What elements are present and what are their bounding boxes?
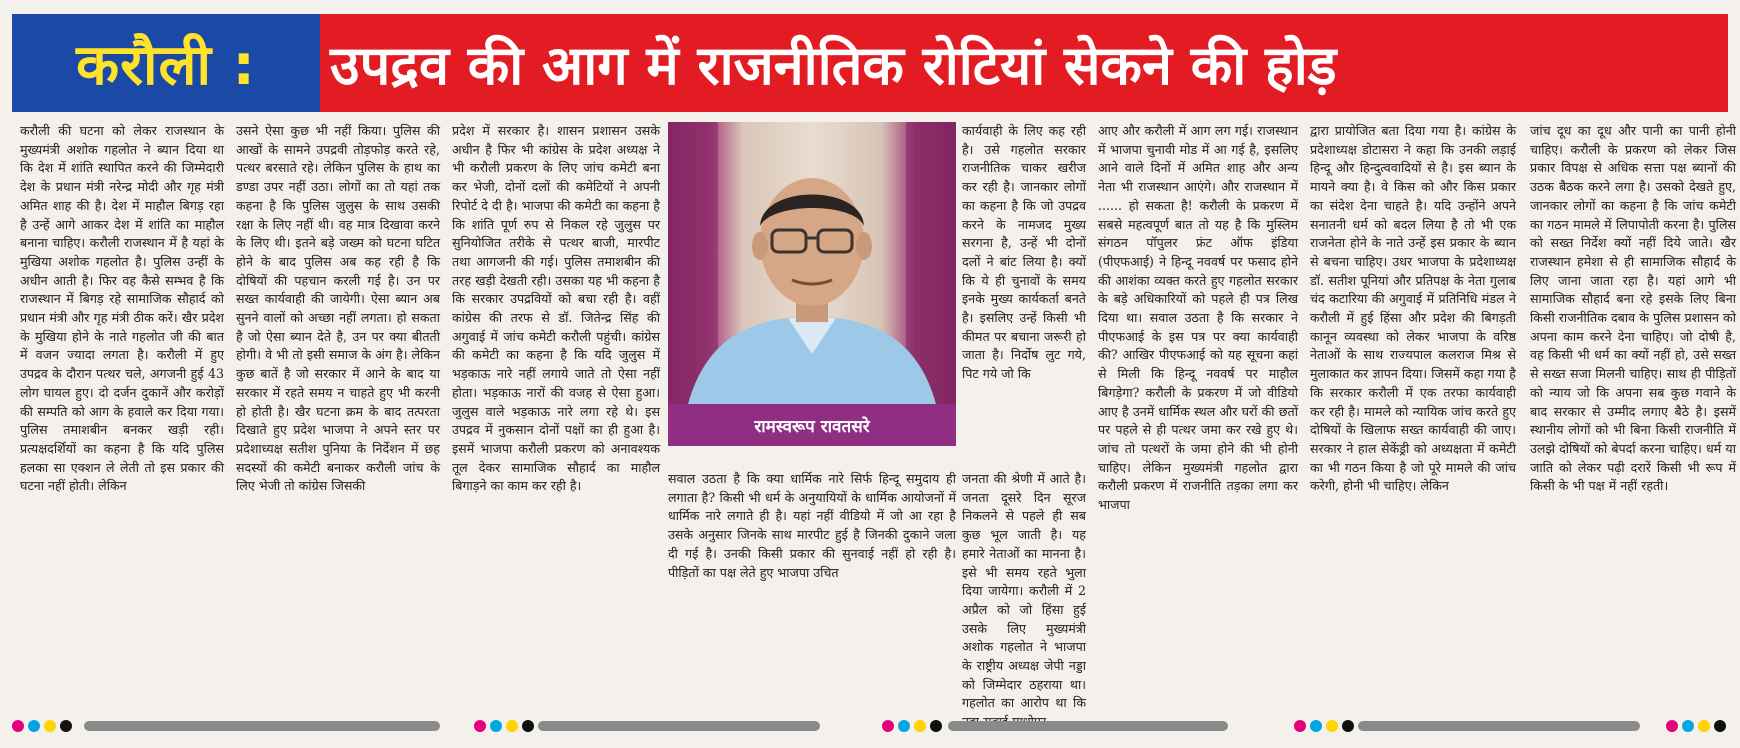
registration-bar [1358,721,1640,731]
registration-dot [1342,720,1354,732]
registration-dot [44,720,56,732]
author-byline: रामस्वरूप रावतसरे [668,404,956,446]
article-column-3 [452,122,660,706]
article-column-1 [20,122,224,706]
registration-dot [1714,720,1726,732]
article-text: जनता की श्रेणी में आते है। जनता दूसरे दिन सूरज निकलने से पहले ही सब कुछ भूल जाती है। यह हमारे नेताओं का मानना है। इसे भी समय रहते भुला दिया जायेगा। करौली में 2 अप्रैल को जो हिंसा हुई उसके लिए मुख्यमंत्री अशोक गहलोत ने भाजपा के राष्ट्रीय अध्यक्ष जेपी नड्डा को जिम्मेदार ठहराया था। गहलोत का आरोप था कि [962,471,1086,711]
article-column-6 [1098,122,1298,706]
author-photo [668,122,956,404]
headline-title: उपद्रव की आग में राजनीतिक रोटियां सेकने की होड़ [330,34,1337,97]
registration-dot [914,720,926,732]
article-text: उसने ऐसा कुछ भी नहीं किया। पुलिस की आखों के सामने उपद्रवी तोड़फोड़ करते रहे, पत्थर बरसाते रहे। लेकिन पुलिस के हाथ का डण्डा उपर नहीं उठा। लोगों का तो यहां तक कहना है कि पुलिस जुलुस के साथ उसकी रक्षा के लिए नहीं थी। वह मात्र दिखावा करने के लिए थी। इतने बड़े जख्म को घटना घटित होने के बाद पुलिस अब कह रही है कि दोषियों की पहचान करली गई है। उन पर सख्त कार्यवाही की जायेगी। ऐसा ब्यान अब सुनने वालों को अच्छा नहीं लगता। हो सकता है जो ऐसा ब्यान देते है, उन पर क्या बीतती होगी। वे भी तो इसी समाज के अंग है। लेकिन कुछ बातें है जो सरकार में आने के बाद या सरकार में रहते समय न चाहते हुए भी करनी हो होती है। खैर घटना क्रम के बाद तत्परता दिखाते हुए प्रदेश भाजपा ने अपने स्तर पर प्रदेशाध्यक्ष सतीश पुनिया के निर्देशन में छह सदस्यों की कमेटी बनाकर करौली जांच के लिए भेजी तो कांग्रेस जिसकी [236,123,440,494]
headline-title-banner [320,14,1728,112]
registration-dot [882,720,894,732]
registration-dot [930,720,942,732]
article-text: प्रदेश में सरकार है। शासन प्रशासन उसके अधीन है फिर भी कांग्रेस के प्रदेश अध्यक्ष ने भी करौली प्रकरण के लिए जांच कमेटी बना कर भेजी, दोनों दलों की कमेटियों ने अपनी रिपोर्ट दे दी है। भाजपा की कमेटी का कहना है कि शांति पूर्ण रुप से निकल रहे जुलुस पर सुनियोजित तरीके से पत्थर बाजी, मारपीट तथा आगजनी की गई। पुलिस तमाशबीन की तरह खड़ी देखती रही। उसका यह भी कहना है कि सरकार उपद्रवियों को बचा रही है। वहीं कांग्रेस की तरफ से डॉ. जितेन्द्र सिंह की अगुवाई में जांच कमेटी करौली पहुंची। कांग्रेस की कमेटी का कहना है कि यदि जुलुस में भड़काऊ नारे नहीं लगाये जाते तो ऐसा नहीं होता। भड़काऊ नारों की वजह से ऐसा हुआ। जुलुस वाले भड़काऊ नारे लगा रहे थे। इस उपद्रव में नुकसान दोनों पक्षों का ही हुआ है। इसमें भाजपा करौली प्रकरण को अनावश्यक तूल देकर सामाजिक सौहार्द का माहौल बिगाड़ने का काम कर रही है। [452,123,660,494]
registration-dot [1310,720,1322,732]
registration-dot [1698,720,1710,732]
article-text: आए और करौली में आग लग गई। राजस्थान में भाजपा चुनावी मोड में आ गई है, इसलिए आने वाले दिनों में अमित शाह और अन्य नेता भी राजस्थान आएंगे। और राजस्थान में ...... हो सकता है! करौली के प्रकरण में सबसे महत्वपूर्ण बात तो यह है कि मुस्लिम संगठन पॉपुलर फ्रंट ऑफ इंडिया (पीएफआई) ने हिन्दू नववर्ष पर फसाद होने की आशंका व्यक्त करते हुए गहलोत सरकार के बड़े अधिकारियों को पहले ही पत्र लिख दिया था। सवाल उठता है कि सरकार ने पीएफआई के इस पत्र पर क्या कार्यवाही की? आखिर पीएफआई को यह सूचना कहां से मिली कि हिन्दू नववर्ष पर माहौल बिगड़ेगा? करौली के प्रकरण में जो वीडियो आए है उनमें धार्मिक स्थल और घरों की छतों पर पहले से ही पत्थर जमा कर रखे हुए थे। जांच तो पत्थरों के जमा होने की भी होनी चाहिए। लेकिन मुख्यमंत्री गहलोत द्वारा करौली प्रकरण में राजनीति तड़का लगा कर भाजपा [1098,123,1298,513]
registration-dot [490,720,502,732]
registration-dot [1666,720,1678,732]
registration-bar [538,721,820,731]
article-column-5 [962,122,1086,466]
article-column-2 [236,122,440,706]
article-text: सवाल उठता है कि क्या धार्मिक नारे सिर्फ हिन्दू समुदाय ही लगाता है? किसी भी धर्म के अनुयायियों के धार्मिक आयोजनों में धार्मिक नारे लगाते ही है। यहां नहीं वीडियो में जो आ रहा है उसके अनुसार जिनके साथ मारपीट हुई है जिनकी दुकाने जला दी गई है। उनकी किसी प्रकार की सुनवाई नहीं हो रही है। पीड़ितों का पक्ष लेते हुए भाजपा उचित [668,471,956,580]
article-column-8 [1530,122,1736,706]
headline-place-banner [12,14,320,112]
footer-color-strip [0,718,1740,734]
registration-dot [522,720,534,732]
registration-dot [60,720,72,732]
registration-dot [1326,720,1338,732]
article-text: करौली की घटना को लेकर राजस्थान के मुख्यमंत्री अशोक गहलोत ने ब्यान दिया था कि देश में शांति स्थापित करने की जिम्मेदारी देश के प्रधान मंत्री नरेन्द्र मोदी और गृह मंत्री अमित शाह की है। देश में माहौल बिगड़ रहा है उन्हें आगे आकर देश में शांति का माहौल बनाना चाहिए। करौली राजस्थान में है यहां के मुखिया अशोक गहलोत है। पुलिस उन्हीं के अधीन आती है। फिर वह कैसे सम्भव है कि राजस्थान में बिगड़ रहे सामाजिक सौहार्द को प्रधान मंत्री और गृह मंत्री ठीक करें। खैर प्रदेश के मुखिया होने के नाते गहलोत जी की बात में वजन ज्यादा लगता है। करौली में हुए उपद्रव के दौरान पत्थर चले, अगजनी हुई 43 लोग घायल हुए। दो दर्जन दुकानें और करोड़ों की सम्पति को आग के हवाले कर दिया गया। पुलिस तमाशबीन बनकर खड़ी रही। प्रत्यक्षदर्शियों का कहना है कि यदि पुलिस हलका सा एक्शन ले लेती तो इस प्रकार की घटना नहीं होती। लेकिन [20,123,224,494]
registration-bar [948,721,1228,731]
article-column-4 [668,470,956,706]
registration-dot [474,720,486,732]
article-text: जांच दूध का दूध और पानी का पानी होनी चाहिए। करौली के प्रकरण को लेकर जिस प्रकार विपक्ष से अधिक सत्ता पक्ष ब्यानों की उठक बैठक करने लगा है। उसको देखते हुए, जानकार लोगों का कहना है कि जांच कमेटी का गठन मामले में लिपापोती करना है। पुलिस को सख्त निर्देश क्यों नहीं दिये जाते। खैर राजस्थान हमेशा से ही सामाजिक सौहार्द के लिए जाना जाता रहा है। यहां आगे भी सामाजिक सौहार्द बना रहे इसके लिए बिना किसी राजनीतिक दबाव के पुलिस प्रशासन को अपना काम करने देना चाहिए। जो दोषी है, वह किसी भी धर्म का क्यों नहीं हो, उसे सख्त से सख्त सजा मिलनी चाहिए। साथ ही पीड़ितों को न्याय जो कि अपना सब कुछ गवाने के बाद सरकार से उम्मीद लगाए बैठे है। इसमें स्थानीय लोगों को भी बिना किसी राजनीति में उलझे दोषियों को बेपर्दा करना चाहिए। धर्म या जाति को लेकर पढ़ी दरारें किसी भी रूप में किसी के भी पक्ष में नहीं रहती। [1530,123,1736,494]
article-text: द्वारा प्रायोजित बता दिया गया है। कांग्रेस के प्रदेशाध्यक्ष डोटासरा ने कहा कि उनकी लड़ाई हिन्दू और हिन्दुत्ववादियों से है। इस ब्यान के मायने क्या है। वे किस को और किस प्रकार का संदेश देना चाहते है। यदि उन्होंने अपने सनातनी धर्म को बदल लिया है तो भी एक राजनेता होने के नाते उन्हें इस प्रकार के ब्यान से बचना चाहिए। उधर भाजपा के प्रदेशाध्यक्ष डॉ. सतीश पूनियां और प्रतिपक्ष के नेता गुलाब चंद कटारिया की अगुवाई में प्रतिनिधि मंडल ने करौली में हुई हिंसा और प्रदेश की बिगड़ती कानून व्यवस्था को लेकर भाजपा के वरिष्ठ नेताओं के साथ राज्यपाल कलराज मिश्र से मुलाकात कर ज्ञापन दिया। जिसमें कहा गया है कि सरकार करौली में एक तरफा कार्यवाही कर रही है। मामले को न्यायिक जांच करते हुए दोषियों के खिलाफ सख्त कार्यवाही की जाए। सरकार ने हाल सेकेंड्री को अध्यक्षता में कमेटी का भी गठन किया है जो पूरे मामले की जांच करेगी, होनी भी चाहिए। लेकिन [1310,123,1516,494]
registration-dot [506,720,518,732]
registration-dot [28,720,40,732]
article-column-5b [962,470,1086,711]
registration-dot [1294,720,1306,732]
registration-dot [12,720,24,732]
headline-place: करौली : [76,33,256,98]
author-portrait-illustration [668,122,956,404]
registration-dot [898,720,910,732]
article-column-7 [1310,122,1516,706]
registration-dot [1682,720,1694,732]
registration-bar [84,721,440,731]
article-text: कार्यवाही के लिए कह रही है। उसे गहलोत सरकार राजनीतिक चाकर खरीज कर रही है। जानकार लोगों का कहना है कि जो उपद्रव करने के नामजद मुख्य सरगना है, उन्हें भी दोनों दलों ने बांट लिया है। क्यों कि ये ही चुनावों के समय इनके मुख्य कार्यकर्ता बनते है। इसलिए उन्हें किसी भी कीमत पर बचाना जरूरी हो जाता है। निर्दोष लुट गये, पिट गये जो कि [962,123,1086,382]
